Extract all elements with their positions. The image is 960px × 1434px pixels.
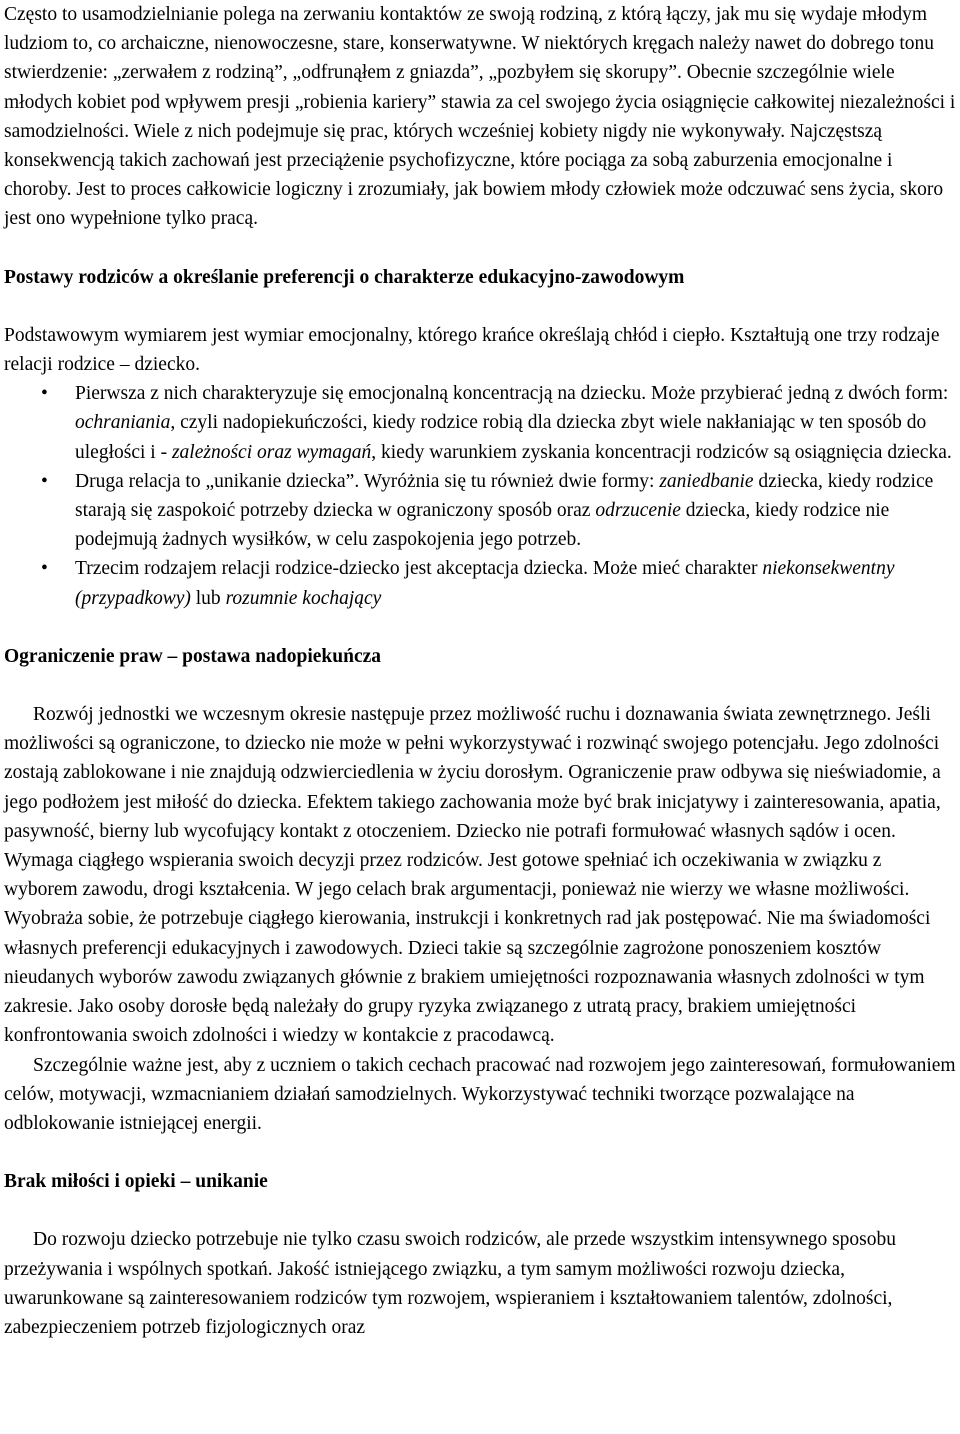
list-item-emphasis: niekonsekwentny (przypadkowy) (75, 558, 895, 609)
list-item-text: lub (190, 587, 226, 609)
list-item (4, 554, 956, 612)
list-item-emphasis: zależności oraz wymagań (171, 441, 372, 463)
list-item-text: , kiedy warunkiem zyskania koncentracji rodziców są osiągnięcia dziecka. (371, 441, 952, 463)
section2-paragraph: Szczególnie ważne jest, aby z uczniem o takich cechach pracować nad rozwojem jego zainteresowań, formułowaniem celów, motywacji, wzmacnianiem działań samodzielnych. Wykorzystywać techniki tworzące pozwalające na odblokowanie istniejącej energii. (4, 1054, 956, 1134)
list-item-emphasis: ochraniania (75, 412, 171, 434)
list-item-text: Trzecim rodzajem relacji rodzice-dziecko jest akceptacja dziecka. Może mieć charakter (75, 558, 763, 580)
list-item (4, 379, 956, 467)
section1-paragraph: Podstawowym wymiarem jest wymiar emocjonalny, którego krańce określają chłód i ciepło. Kształtują one trzy rodzaje relacji rodzice – dziecko. (4, 324, 940, 376)
list-item-text: dziecka, kiedy rodzice nie podejmują żadnych wysiłków, w celu zaspokojenia jego potrzeb. (75, 500, 890, 551)
intro-paragraph: Często to usamodzielnianie polega na zerwaniu kontaktów ze swoją rodziną, z którą łączy, jak mu się wydaje młodym ludziom to, co archaiczne, nienowoczesne, stare, konserwatywne. W niektórych kręgach należy nawet do dobrego tonu stwierdzenie: „zerwałem z rodziną”, „odfrunąłem z gniazda”, „pozbyłem się skorupy”. Obecnie szczególnie wiele młodych kobiet pod wpływem presji „robienia kariery” stawia za cel swojego życia osiągnięcie całkowitej niezależności i samodzielności. Wiele z nich podejmuje się prac, których wcześniej kobiety nigdy nie wykonywały. Najczęstszą konsekwencją takich zachowań jest przeciążenie psychofizyczne, które pociąga za sobą zaburzenia emocjonalne i choroby. Jest to proces całkowicie logiczny i zrozumiały, jak bowiem młody człowiek może odczuwać sens życia, skoro jest ono wypełnione tylko pracą. (4, 4, 956, 230)
relations-list (4, 379, 956, 613)
section-heading-parental-attitudes: Postawy rodziców a określanie preferencji o charakterze edukacyjno-zawodowym (4, 266, 685, 288)
list-item-emphasis: rozumnie kochający (225, 587, 382, 609)
list-item-text: Pierwsza z nich charakteryzuje się emocjonalną koncentracją na dziecku. Może przybierać jedną z dwóch form: (75, 383, 949, 405)
list-item (4, 467, 956, 555)
bullet-icon: • (41, 470, 48, 492)
list-item-text: Druga relacja to „unikanie dziecka”. Wyróżnia się tu również dwie formy: (75, 470, 660, 492)
bullet-icon: • (41, 558, 48, 580)
section2-paragraph: Rozwój jednostki we wczesnym okresie następuje przez możliwość ruchu i doznawania świata zewnętrznego. Jeśli możliwości są ograniczone, to dziecko nie może w pełni wykorzystywać i rozwinąć swojego potencjału. Jego zdolności zostają zablokowane i nie znajdują odzwierciedlenia w życiu dorosłym. Ograniczenie praw odbywa się nieświadomie, a jego podłożem jest miłość do dziecka. Efektem takiego zachowania może być brak inicjatywy i zainteresowania, apatia, pasywność, bierny lub wycofujący kontakt z otoczeniem. Dziecko nie potrafi formułować własnych sądów i ocen. Wymaga ciągłego wspierania swoich decyzji przez rodziców. Jest gotowe spełniać ich oczekiwania w związku z wyborem zawodu, drogi kształcenia. W jego celach brak argumentacji, ponieważ nie wierzy we własne możliwości. Wyobraża sobie, że potrzebuje ciągłego kierowania, instrukcji i konkretnych rad jak postępować. Nie ma świadomości własnych preferencji edukacyjnych i zawodowych. Dzieci takie są szczególnie zagrożone ponoszeniem kosztów nieudanych wyborów zawodu związanych głównie z brakiem umiejętności rozpoznawania własnych zdolności w tym zakresie. Jako osoby dorosłe będą należały do grupy ryzyka związanego z utratą pracy, brakiem umiejętności konfrontowania swoich zdolności i wiedzy w kontakcie z pracodawcą. (4, 704, 941, 1047)
list-item-text: dziecka, kiedy rodzice starają się zaspokoić potrzeby dziecka w ograniczony sposób oraz (75, 470, 934, 522)
bullet-icon: • (41, 383, 48, 405)
section-heading-overprotective: Ograniczenie praw – postawa nadopiekuńcza (4, 645, 382, 667)
list-item-text: , czyli nadopiekuńczości, kiedy rodzice robią dla dziecka zbyt wiele nakłaniając w ten sposób do uległości i - (75, 412, 927, 463)
list-item-emphasis: zaniedbanie (659, 470, 754, 492)
section3-paragraph: Do rozwoju dziecko potrzebuje nie tylko czasu swoich rodziców, ale przede wszystkim intensywnego sposobu przeżywania i wspólnych spotkań. Jakość istniejącego związku, a tym samym możliwości rozwoju dziecka, uwarunkowane są zainteresowaniem rodziców tym rozwojem, wspieraniem i kształtowaniem talentów, zdolności, zabezpieczeniem potrzeb fizjologicznych oraz (4, 1229, 896, 1338)
section-heading-avoidance: Brak miłości i opieki – unikanie (4, 1171, 268, 1193)
list-item-emphasis: odrzucenie (595, 500, 681, 522)
